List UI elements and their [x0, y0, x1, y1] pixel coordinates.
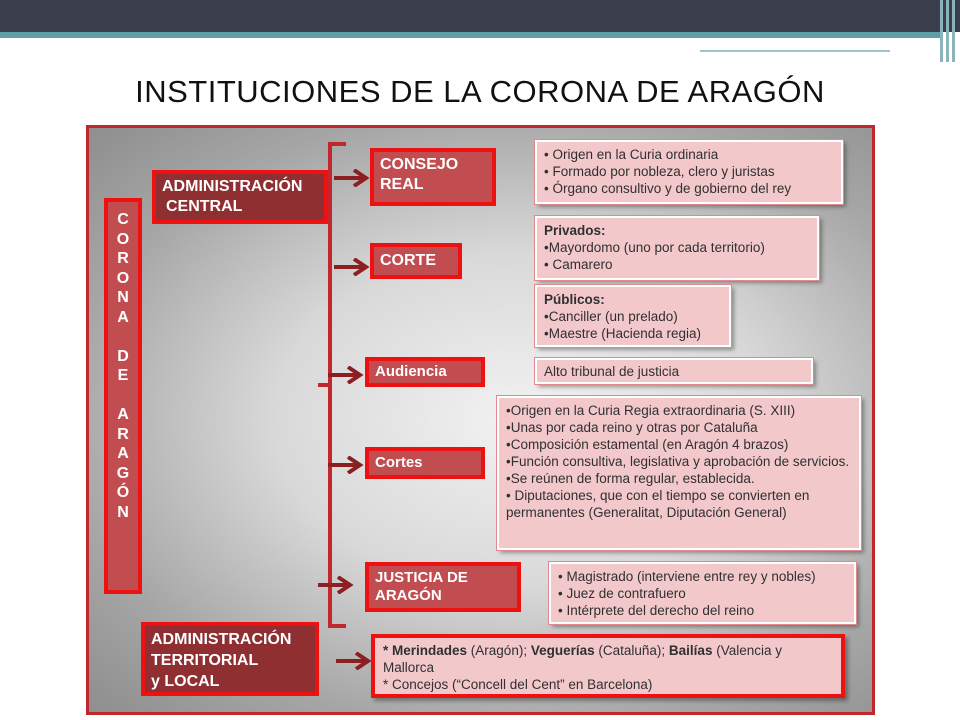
arrow-right-icon — [318, 576, 354, 594]
letter: E — [117, 367, 129, 384]
audiencia-label: Audiencia — [375, 363, 447, 380]
justicia-description — [549, 562, 856, 624]
central-administration-box — [152, 170, 328, 224]
letter: R — [117, 250, 129, 267]
arrow-right-icon — [336, 652, 372, 670]
description-line: •Composición estamental (en Aragón 4 brazos) — [506, 437, 789, 452]
top-accent-line — [0, 32, 940, 38]
description-line: •Origen en la Curia Regia extraordinaria (S. XIII) — [506, 403, 796, 418]
letter: A — [117, 406, 129, 423]
edge-stripe — [952, 0, 955, 62]
territorial-line3: y LOCAL — [151, 673, 220, 690]
letter — [108, 327, 138, 347]
merindades-term: Merindades — [392, 643, 468, 658]
cortes-label: Cortes — [375, 454, 423, 471]
privados-description — [535, 216, 819, 280]
description-line: • Órgano consultivo y de gobierno del rey — [544, 181, 792, 196]
letter: N — [117, 289, 129, 306]
edge-stripe — [946, 0, 949, 62]
audiencia-description — [535, 358, 813, 384]
letter: O — [116, 230, 130, 248]
justicia-line1: JUSTICIA DE — [375, 569, 468, 586]
publicos-description — [535, 285, 731, 347]
letter: Ó — [116, 484, 130, 501]
consejo-line1: CONSEJO — [380, 156, 459, 173]
territorial-line2: TERRITORIAL — [151, 652, 259, 669]
description-line: •Maestre (Hacienda regia) — [544, 326, 702, 341]
letter: D — [117, 347, 129, 365]
letter: R — [117, 425, 129, 443]
consejo-description — [535, 140, 843, 204]
description-line: •Se reúnen de forma regular, establecida. — [506, 471, 755, 486]
description-line: •Unas por cada reino y otras por Cataluña — [506, 420, 758, 435]
arrow-right-icon — [334, 169, 370, 187]
arrow-right-icon — [328, 456, 364, 474]
cortes-description — [497, 396, 861, 550]
description-line: • Camarero — [544, 257, 613, 272]
justicia-box — [365, 562, 521, 612]
top-bar — [0, 0, 960, 32]
territorial-administration-box — [141, 622, 319, 696]
audiencia-box — [365, 357, 485, 387]
territorial-line-1 — [383, 642, 833, 676]
merindades-place: (Aragón); — [467, 643, 531, 658]
justicia-line2: ARAGÓN — [375, 587, 442, 604]
description-line: • Intérprete del derecho del reino — [558, 603, 755, 618]
letter: O — [116, 269, 130, 287]
central-line2: CENTRAL — [166, 198, 243, 215]
privados-heading: Privados: — [544, 223, 606, 238]
description-line: • Juez de contrafuero — [558, 586, 686, 601]
territorial-description — [371, 634, 845, 698]
star-marker: * — [383, 643, 393, 658]
corona-vertical-label — [104, 198, 142, 594]
bailias-term: Bailías — [668, 643, 713, 658]
description-line: • Formado por nobleza, clero y juristas — [544, 164, 775, 179]
corte-label: CORTE — [380, 252, 436, 269]
description-line: • Origen en la Curia ordinaria — [544, 147, 719, 162]
description-line: • Diputaciones, que con el tiempo se convierten en permanentes (Generalitat, Diputación General) — [506, 488, 810, 520]
corte-box — [370, 243, 462, 279]
letter: N — [117, 503, 129, 521]
territorial-line1: ADMINISTRACIÓN — [151, 631, 292, 648]
top-accent-line-secondary — [700, 50, 890, 52]
veguerias-term: Veguerías — [530, 643, 595, 658]
bailias-place: (Valencia y Mallorca — [383, 643, 782, 675]
arrow-right-icon — [334, 258, 370, 276]
central-line1: ADMINISTRACIÓN — [162, 178, 303, 195]
consejo-real-box — [370, 148, 496, 206]
cortes-box — [365, 447, 485, 479]
letter — [108, 386, 138, 406]
edge-stripe — [940, 0, 943, 62]
description-line: Alto tribunal de justicia — [544, 364, 680, 379]
description-line: •Canciller (un prelado) — [544, 309, 678, 324]
description-line: •Mayordomo (uno por cada territorio) — [544, 240, 765, 255]
description-line: • Magistrado (interviene entre rey y nobles) — [558, 569, 816, 584]
letter: G — [116, 464, 130, 482]
publicos-heading: Públicos: — [544, 292, 605, 307]
description-line: •Función consultiva, legislativa y aprobación de servicios. — [506, 454, 850, 469]
letter: C — [117, 211, 129, 228]
arrow-right-icon — [328, 366, 364, 384]
letter: A — [117, 308, 129, 326]
territorial-line-2: * Concejos (“Concell del Cent” en Barcelona) — [383, 677, 653, 692]
bracket-icon — [318, 140, 348, 630]
letter: A — [117, 445, 129, 462]
vertical-letters — [108, 210, 138, 522]
consejo-line2: REAL — [380, 176, 424, 193]
slide-title: INSTITUCIONES DE LA CORONA DE ARAGÓN — [135, 74, 825, 109]
veguerias-place: (Cataluña); — [594, 643, 669, 658]
